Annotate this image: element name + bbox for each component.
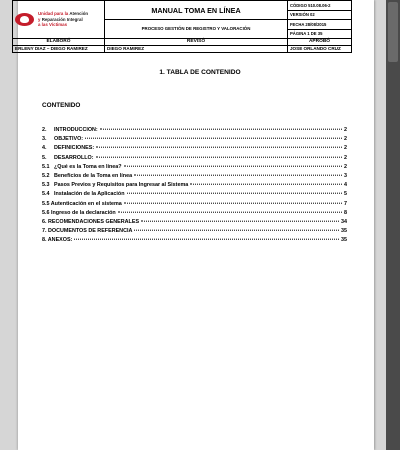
toc-entry-page: 7 (344, 200, 347, 207)
toc-leader-dots (85, 138, 342, 139)
toc-entry-page: 2 (344, 136, 347, 143)
toc-entry-page: 2 (344, 145, 347, 152)
elaboro-value: ERLENY DIAZ – DIEGO RAMIREZ (13, 45, 105, 52)
toc-leader-dots (124, 202, 342, 203)
vertical-scrollbar[interactable] (386, 0, 400, 450)
table-of-contents (42, 126, 347, 245)
toc-leader-dots (74, 239, 339, 240)
toc-entry-text: Instalación de la Aplicación (54, 191, 125, 198)
process-name: PROCESO GESTIÓN DE REGISTRO Y VALORACIÓN (105, 20, 288, 39)
reviso-label: REVISÓ (105, 39, 288, 46)
toc-entry[interactable] (42, 126, 347, 135)
toc-entry-number: 3. (42, 136, 47, 143)
elaboro-label: ELABORÓ (13, 39, 105, 46)
toc-entry-number: 5.2 (42, 172, 50, 179)
toc-leader-dots (141, 221, 339, 222)
toc-entry-page: 4 (344, 182, 347, 189)
toc-entry-page: 8 (344, 209, 347, 216)
document-header-table (12, 0, 352, 53)
toc-entry[interactable] (42, 135, 347, 144)
scrollbar-thumb[interactable] (388, 2, 398, 62)
toc-entry-page: 35 (341, 228, 347, 235)
toc-entry-number: 5.3 (42, 182, 50, 189)
toc-entry-text: 8. ANEXOS: (42, 237, 73, 244)
toc-entry-page: 3 (344, 172, 347, 179)
toc-entry-text: 5.6 Ingreso de la declaración (42, 209, 116, 216)
toc-entry-page: 2 (344, 163, 347, 170)
toc-entry[interactable] (42, 209, 347, 218)
toc-leader-dots (134, 175, 342, 176)
coat-of-arms-icon (15, 13, 34, 26)
toc-entry-text: OBJETIVO: (54, 136, 84, 143)
toc-entry[interactable] (42, 218, 347, 227)
toc-entry-page: 2 (344, 127, 347, 133)
toc-entry-number: 4. (42, 145, 47, 152)
toc-entry[interactable] (42, 172, 347, 181)
aprobo-value: JOSE ORLANDO CRUZ (288, 45, 352, 52)
toc-leader-dots (118, 211, 342, 212)
toc-leader-dots (96, 147, 342, 148)
toc-entry-text: 5.5 Autenticación en el sistema (42, 200, 122, 207)
toc-entry[interactable] (42, 154, 347, 163)
toc-leader-dots (190, 184, 342, 185)
toc-entry[interactable] (42, 200, 347, 209)
toc-entry-number: 5. (42, 154, 47, 161)
toc-entry-number: 5.1 (42, 163, 50, 170)
document-title: MANUAL TOMA EN LÍNEA (105, 1, 288, 20)
toc-entry[interactable] (42, 190, 347, 199)
document-version: VERSIÓN 02 (288, 10, 352, 20)
toc-entry[interactable] (42, 181, 347, 190)
reviso-value: DIEGO RAMIREZ (105, 45, 288, 52)
contenido-label: CONTENIDO (42, 102, 81, 109)
toc-leader-dots (134, 230, 339, 231)
toc-entry-text: 6. RECOMENDACIONES GENERALES (42, 218, 140, 225)
toc-entry-text: Pasos Previos y Requisitos para Ingresar al Sistema (54, 182, 189, 189)
toc-entry-page: 2 (344, 154, 347, 161)
toc-leader-dots (124, 165, 342, 166)
toc-entry-text: Beneficios de la Toma en línea (54, 172, 133, 179)
toc-entry-text: DEFINICIONES: (54, 145, 95, 152)
logo-cell (13, 1, 105, 39)
organization-logo-text: Unidad para la Atención y Reparación Integral a las Víctimas (38, 11, 89, 28)
toc-entry-text: DESARROLLO: (54, 154, 94, 161)
page-indicator: PÁGINA 1 DE 35 (288, 29, 352, 39)
aprobo-label: APROBÓ (288, 39, 352, 46)
document-date: FECHA 28/08/2015 (288, 20, 352, 30)
document-code: CÓDIGO 510.08.06-2 (288, 1, 352, 11)
toc-entry-text: INTRODUCCION: (54, 127, 98, 133)
toc-entry-text: ¿Qué es la Toma en línea? (54, 163, 122, 170)
toc-leader-dots (96, 156, 342, 157)
toc-heading: 1. TABLA DE CONTENIDO (159, 69, 241, 76)
toc-entry-text: 7. DOCUMENTOS DE REFERENCIA (42, 228, 133, 235)
toc-leader-dots (127, 193, 343, 194)
toc-leader-dots (100, 129, 342, 130)
toc-entry[interactable] (42, 227, 347, 236)
toc-entry[interactable] (42, 144, 347, 153)
toc-entry-number: 2. (42, 127, 47, 133)
toc-entry-number: 5.4 (42, 191, 50, 198)
toc-entry-page: 34 (341, 218, 347, 225)
toc-entry-page: 5 (344, 191, 347, 198)
toc-entry[interactable] (42, 163, 347, 172)
toc-entry-page: 35 (341, 237, 347, 244)
toc-entry[interactable] (42, 236, 347, 245)
